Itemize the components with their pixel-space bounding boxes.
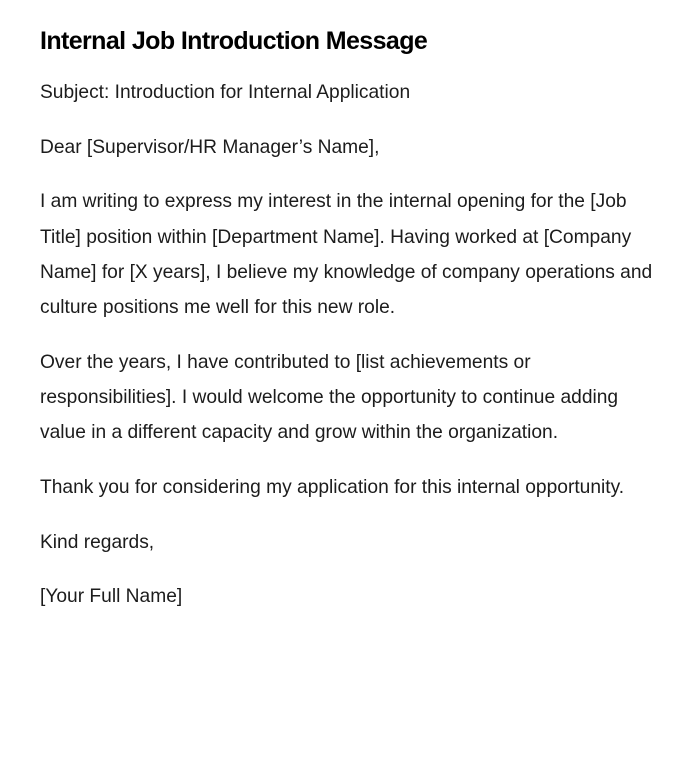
- subject-line: Subject: Introduction for Internal Application: [40, 82, 411, 103]
- closing: Kind regards,: [40, 531, 155, 553]
- salutation: Dear [Supervisor/HR Manager’s Name],: [40, 136, 380, 158]
- document: [40, 24, 660, 634]
- body-paragraph-contributions: Over the years, I have contributed to [list achievements or responsibilities]. I would welcome the opportunity to continue adding value in a different capacity and grow within the organization.: [40, 351, 619, 444]
- document-title: Internal Job Introduction Message: [40, 27, 428, 55]
- body-paragraph-thanks: Thank you for considering my application for this internal opportunity.: [40, 476, 625, 498]
- body-paragraph-interest: I am writing to express my interest in the internal opening for the [Job Title] position within [Department Name]. Having worked at [Company Name] for [X years], I believe my knowledge of company operations and culture positions me well for this new role.: [40, 191, 653, 319]
- signature: [Your Full Name]: [40, 586, 183, 608]
